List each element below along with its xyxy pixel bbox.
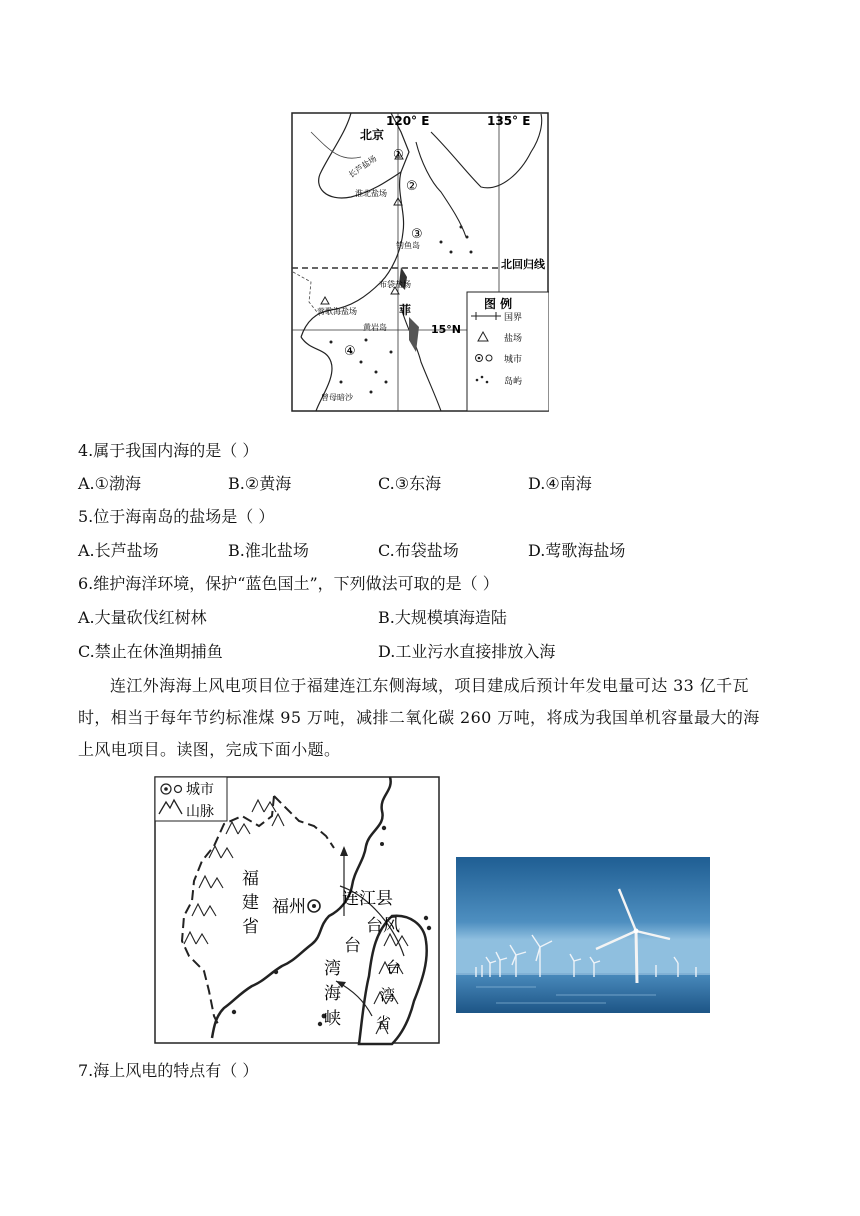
q4-option-a[interactable]: A.①渤海 bbox=[78, 474, 141, 493]
strait-char-3: 海 bbox=[324, 984, 341, 1004]
marker-1: ① bbox=[393, 147, 404, 161]
fujian-char-1: 福 bbox=[242, 869, 259, 889]
fuzhou-label: 福州 bbox=[272, 897, 306, 917]
passage-line-3: 上风电项目。读图，完成下面小题。 bbox=[78, 740, 341, 759]
strait-char-2: 湾 bbox=[324, 959, 341, 979]
q6-option-a[interactable]: A.大量砍伐红树林 bbox=[78, 608, 207, 627]
offshore-wind-photo bbox=[456, 857, 710, 1013]
fei-label: 菲 bbox=[399, 303, 412, 317]
legend-border: 国界 bbox=[504, 313, 523, 323]
legend-island: 岛屿 bbox=[504, 377, 523, 387]
legend-title: 图 例 bbox=[484, 297, 513, 311]
q5-option-d[interactable]: D.莺歌海盐场 bbox=[528, 541, 626, 560]
q4-stem: 4.属于我国内海的是（ ） bbox=[78, 441, 259, 460]
legend-city-label: 城市 bbox=[186, 782, 214, 798]
lon135-label: 135° E bbox=[487, 114, 531, 128]
diaoyu-label: 钓鱼岛 bbox=[396, 241, 420, 250]
q5-option-b[interactable]: B.淮北盐场 bbox=[228, 541, 309, 560]
marker-3: ③ bbox=[411, 227, 423, 242]
zengmu-label: 曾母暗沙 bbox=[321, 393, 353, 402]
q6-option-d[interactable]: D.工业污水直接排放入海 bbox=[378, 642, 556, 661]
map-legend bbox=[467, 292, 549, 411]
tropic-label: 北回归线 bbox=[501, 258, 545, 271]
beijing-label: 北京 bbox=[360, 128, 385, 142]
fujian-map-svg bbox=[154, 776, 440, 1046]
taiwan-prov-char-3: 省 bbox=[376, 1014, 392, 1032]
sea-map-figure bbox=[291, 112, 549, 414]
strait-char-4: 峡 bbox=[324, 1009, 341, 1029]
legend-mountain-label: 山脉 bbox=[186, 804, 214, 820]
lianjiang-label: 连江县 bbox=[342, 889, 393, 909]
legend-city: 城市 bbox=[504, 355, 523, 365]
passage-line-1: 连江外海海上风电项目位于福建连江东侧海域，项目建成后预计年发电量可达 33 亿千瓦 bbox=[110, 676, 749, 695]
sea-map-svg bbox=[291, 112, 549, 414]
taiwan-prov-char-2: 湾 bbox=[380, 986, 396, 1004]
marker-4: ④ bbox=[344, 344, 356, 359]
passage-line-2: 时，相当于每年节约标准煤 95 万吨，减排二氧化碳 260 万吨，将成为我国单机容量最大的海 bbox=[78, 708, 760, 727]
wind-photo-svg bbox=[456, 857, 710, 1013]
q5-option-c[interactable]: C.布袋盐场 bbox=[378, 541, 459, 560]
huangyan-label: 黄岩岛 bbox=[363, 323, 387, 332]
q5-option-a[interactable]: A.长芦盐场 bbox=[78, 541, 159, 560]
fujian-char-2: 建 bbox=[242, 893, 259, 913]
changlu-label: 长芦盐场 bbox=[346, 153, 379, 180]
q5-stem: 5.位于海南岛的盐场是（ ） bbox=[78, 507, 275, 526]
passage bbox=[78, 670, 790, 766]
fujian-char-3: 省 bbox=[242, 917, 259, 937]
q4-option-b[interactable]: B.②黄海 bbox=[228, 474, 292, 493]
strait-char-1: 台 bbox=[344, 936, 361, 956]
typhoon-label: 台风 bbox=[366, 916, 400, 936]
q6-option-c[interactable]: C.禁止在休渔期捕鱼 bbox=[78, 642, 223, 661]
lat15-label: 15°N bbox=[431, 323, 462, 336]
buda-label: 布袋盐场 bbox=[379, 280, 411, 289]
taiwan-prov-char-1: 台 bbox=[386, 958, 402, 976]
q7-stem: 7.海上风电的特点有（ ） bbox=[78, 1061, 259, 1080]
q4-option-d[interactable]: D.④南海 bbox=[528, 474, 592, 493]
yingge-label: 莺歌海盐场 bbox=[317, 307, 357, 316]
fujian-map-figure bbox=[154, 776, 440, 1046]
lon120-label: 120° E bbox=[386, 114, 430, 128]
marker-2: ② bbox=[406, 179, 418, 194]
q6-option-b[interactable]: B.大规模填海造陆 bbox=[378, 608, 507, 627]
huaibei-label: 淮北盐场 bbox=[355, 189, 387, 198]
legend-salt: 盐场 bbox=[504, 334, 523, 344]
q6-stem: 6.维护海洋环境，保护“蓝色国土”，下列做法可取的是（ ） bbox=[78, 574, 499, 593]
q4-option-c[interactable]: C.③东海 bbox=[378, 474, 442, 493]
